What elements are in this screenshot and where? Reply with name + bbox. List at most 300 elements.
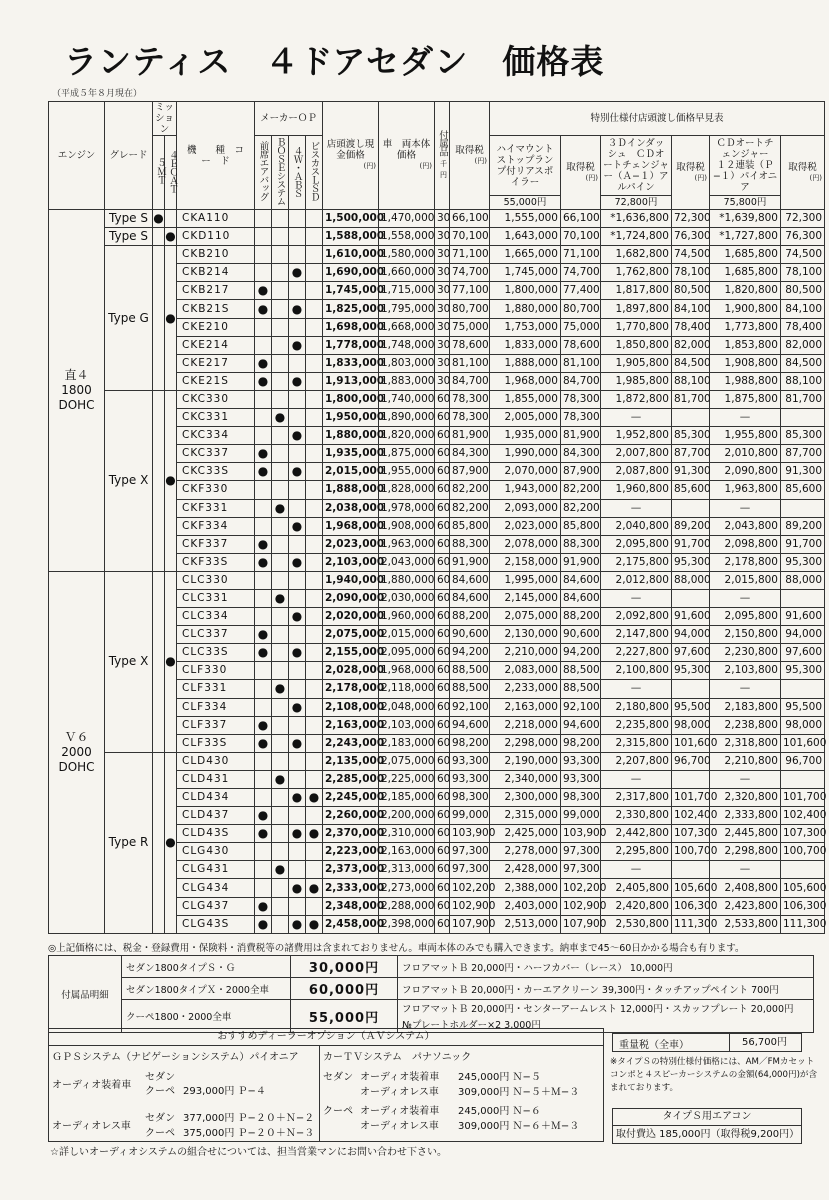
sp3-price: 75,800円 xyxy=(710,196,781,210)
cell-sp3: 2,320,800 xyxy=(710,789,781,807)
cell-body: 2,075,000 xyxy=(379,752,435,770)
cell-acc: 30 xyxy=(435,210,450,228)
op-airbag-cell xyxy=(255,427,272,445)
cell-sp2: 2,147,800 xyxy=(601,626,672,644)
cell-sp1tax: 87,900 xyxy=(561,463,601,481)
tv-title: カーＴＶシステム パナソニック xyxy=(323,1052,472,1063)
grade-cell: Type G xyxy=(105,246,153,391)
model-code: CKF334 xyxy=(177,517,255,535)
gps-price-3: 375,000円 Ｐ−２０＋Ｎ−３ xyxy=(183,1128,315,1139)
cell-sp1: 2,070,000 xyxy=(490,463,561,481)
cell-tax: 82,200 xyxy=(450,481,490,499)
op-4wabs-cell xyxy=(289,282,306,300)
op-4wabs-cell: ● xyxy=(289,372,306,390)
sp3-tax-header: 取得税 (円) xyxy=(781,136,825,210)
cell-sp2tax: 88,000 xyxy=(672,571,710,589)
op-lsd-cell xyxy=(306,409,323,427)
tv-price-1: 245,000円 Ｎ−５ xyxy=(458,1072,541,1083)
op-4wabs-cell: ● xyxy=(289,300,306,318)
cell-cash: 2,028,000 xyxy=(323,662,379,680)
cell-sp3: 2,445,800 xyxy=(710,825,781,843)
op-bose-cell xyxy=(272,427,289,445)
cell-sp2tax: 84,100 xyxy=(672,300,710,318)
op-4wabs-cell xyxy=(289,897,306,915)
model-code: CKD110 xyxy=(177,228,255,246)
cell-acc: 30 xyxy=(435,372,450,390)
page-title: ランティス ４ドアセダン 価格表 xyxy=(64,42,605,81)
table-row xyxy=(49,571,825,589)
op-airbag-cell: ● xyxy=(255,897,272,915)
cell-sp2: 2,405,800 xyxy=(601,879,672,897)
model-code: CKC330 xyxy=(177,390,255,408)
cell-acc: 60 xyxy=(435,789,450,807)
cell-sp2: 2,530,800 xyxy=(601,915,672,933)
grade-cell: Type R xyxy=(105,752,153,933)
cell-cash: 2,108,000 xyxy=(323,698,379,716)
cell-sp1: 2,403,000 xyxy=(490,897,561,915)
cell-sp3tax: 88,000 xyxy=(781,571,825,589)
cell-sp3: 2,090,800 xyxy=(710,463,781,481)
cell-sp2: 1,897,800 xyxy=(601,300,672,318)
op-airbag-cell: ● xyxy=(255,825,272,843)
op-bose-cell xyxy=(272,372,289,390)
op-bose-header: ＢＯＳＥシステム xyxy=(272,136,289,210)
cell-acc: 60 xyxy=(435,843,450,861)
op-bose-cell xyxy=(272,608,289,626)
cell-sp3: *1,639,800 xyxy=(710,210,781,228)
acc-target: セダン1800タイプＳ・Ｇ xyxy=(122,956,291,978)
op-bose-cell xyxy=(272,354,289,372)
maker-op-header: メーカーＯＰ xyxy=(255,102,323,136)
cell-body: 1,968,000 xyxy=(379,662,435,680)
cell-acc: 60 xyxy=(435,608,450,626)
model-code: CKC33S xyxy=(177,463,255,481)
cell-sp3tax: 111,300 xyxy=(781,915,825,933)
cell-body: 1,795,000 xyxy=(379,300,435,318)
cell-tax: 81,100 xyxy=(450,354,490,372)
gps-sedan-2: セダン xyxy=(145,1113,176,1124)
cell-acc: 60 xyxy=(435,644,450,662)
cell-sp1: 2,298,000 xyxy=(490,734,561,752)
op-bose-cell xyxy=(272,807,289,825)
op-lsd-cell: ● xyxy=(306,879,323,897)
cell-sp3tax: 91,600 xyxy=(781,608,825,626)
mission-4ecat-header: ４ＥＣＡＴ xyxy=(165,136,177,210)
cell-sp1: 2,158,000 xyxy=(490,553,561,571)
op-bose-cell xyxy=(272,698,289,716)
cell-sp1: 2,075,000 xyxy=(490,608,561,626)
cell-body: 1,715,000 xyxy=(379,282,435,300)
cell-sp3: 2,333,800 xyxy=(710,807,781,825)
cell-acc: 60 xyxy=(435,589,450,607)
cell-sp2tax: 111,300 xyxy=(672,915,710,933)
cell-sp2tax: 74,500 xyxy=(672,246,710,264)
model-code: CLF331 xyxy=(177,680,255,698)
op-4wabs-cell xyxy=(289,445,306,463)
cell-sp2: 2,092,800 xyxy=(601,608,672,626)
op-bose-cell xyxy=(272,282,289,300)
cell-sp1: 1,888,000 xyxy=(490,354,561,372)
footer-note: ☆詳しいオーディオシステムの組合せについては、担当営業マンにお問い合わせ下さい。 xyxy=(50,1147,447,1158)
cell-acc: 60 xyxy=(435,807,450,825)
cell-sp1: 2,233,000 xyxy=(490,680,561,698)
type-s-note: ※タイプＳの特別仕様付価格には、AM／FMカセットコンポと４スピーカーシステムの金額(64,000円)が含まれております。 xyxy=(610,1057,818,1093)
weight-tax-box xyxy=(612,1033,802,1052)
cell-sp1tax: 82,200 xyxy=(561,481,601,499)
cell-sp1: 2,218,000 xyxy=(490,716,561,734)
cell-sp2tax: 76,300 xyxy=(672,228,710,246)
cell-cash: 1,935,000 xyxy=(323,445,379,463)
cell-acc: 60 xyxy=(435,680,450,698)
op-4wabs-cell: ● xyxy=(289,734,306,752)
accessory-table xyxy=(48,955,814,1033)
model-code: CKB210 xyxy=(177,246,255,264)
cell-sp3: 2,095,800 xyxy=(710,608,781,626)
model-code: CKB214 xyxy=(177,264,255,282)
cell-sp1tax: 88,200 xyxy=(561,608,601,626)
op-lsd-cell xyxy=(306,608,323,626)
cell-sp2: — xyxy=(601,861,672,879)
acc-price: 30,000円 xyxy=(291,956,398,978)
cell-sp2: 1,985,800 xyxy=(601,372,672,390)
op-airbag-cell: ● xyxy=(255,300,272,318)
cell-cash: 1,800,000 xyxy=(323,390,379,408)
cell-sp3tax: 105,600 xyxy=(781,879,825,897)
gps-price-1: 293,000円 Ｐ−４ xyxy=(183,1086,266,1097)
gps-audio-car: オーディオ装着車 xyxy=(52,1080,132,1091)
op-lsd-cell xyxy=(306,716,323,734)
cell-sp3tax: 100,700 xyxy=(781,843,825,861)
cell-sp1tax: 98,300 xyxy=(561,789,601,807)
cell-acc: 60 xyxy=(435,535,450,553)
sp3-header: ＣＤオートチェンジャー １２連装（Ｐ−１）パイオニア xyxy=(710,136,781,196)
gps-coupe: クーペ xyxy=(145,1086,175,1097)
cell-sp2: 1,817,800 xyxy=(601,282,672,300)
cell-acc: 60 xyxy=(435,499,450,517)
cell-sp2: 2,235,800 xyxy=(601,716,672,734)
op-airbag-cell: ● xyxy=(255,535,272,553)
cell-sp1tax: 97,300 xyxy=(561,861,601,879)
cell-body: 1,880,000 xyxy=(379,571,435,589)
op-4wabs-cell: ● xyxy=(289,264,306,282)
op-bose-cell xyxy=(272,553,289,571)
cell-sp3tax: 91,300 xyxy=(781,463,825,481)
cell-tax: 74,700 xyxy=(450,264,490,282)
sp2-price: 72,800円 xyxy=(601,196,672,210)
cell-sp2: 2,012,800 xyxy=(601,571,672,589)
cell-sp3tax: 82,000 xyxy=(781,336,825,354)
op-airbag-cell xyxy=(255,318,272,336)
cell-sp2: 1,762,800 xyxy=(601,264,672,282)
cell-body: 2,048,000 xyxy=(379,698,435,716)
op-lsd-cell xyxy=(306,481,323,499)
model-code: CLG430 xyxy=(177,843,255,861)
cell-tax: 88,500 xyxy=(450,680,490,698)
cell-sp2tax: 78,100 xyxy=(672,264,710,282)
model-code: CLD43S xyxy=(177,825,255,843)
op-4wabs-cell xyxy=(289,246,306,264)
op-4wabs-cell xyxy=(289,571,306,589)
cell-sp1tax: 107,900 xyxy=(561,915,601,933)
cell-sp1: 2,425,000 xyxy=(490,825,561,843)
op-bose-cell xyxy=(272,571,289,589)
model-code: CKC337 xyxy=(177,445,255,463)
cell-acc: 60 xyxy=(435,427,450,445)
model-code: CLC331 xyxy=(177,589,255,607)
cell-sp3tax xyxy=(781,499,825,517)
cell-sp1: 1,995,000 xyxy=(490,571,561,589)
cell-sp1: 1,555,000 xyxy=(490,210,561,228)
op-airbag-cell: ● xyxy=(255,372,272,390)
cell-tax: 77,100 xyxy=(450,282,490,300)
cell-body: 2,200,000 xyxy=(379,807,435,825)
op-airbag-cell xyxy=(255,770,272,788)
cell-acc: 60 xyxy=(435,409,450,427)
op-lsd-cell xyxy=(306,264,323,282)
cell-acc: 60 xyxy=(435,825,450,843)
cell-acc: 60 xyxy=(435,915,450,933)
op-bose-cell xyxy=(272,752,289,770)
cell-sp2: 1,872,800 xyxy=(601,390,672,408)
op-4wabs-cell: ● xyxy=(289,789,306,807)
op-4wabs-cell xyxy=(289,680,306,698)
cell-sp1tax: 88,300 xyxy=(561,535,601,553)
op-airbag-cell: ● xyxy=(255,354,272,372)
cell-tax: 102,200 xyxy=(450,879,490,897)
op-airbag-cell: ● xyxy=(255,553,272,571)
mission-5mt-cell xyxy=(153,752,165,933)
cell-tax: 78,300 xyxy=(450,409,490,427)
cell-tax: 84,700 xyxy=(450,372,490,390)
mission-4ecat-cell: ● xyxy=(165,571,177,752)
cell-sp3: — xyxy=(710,680,781,698)
cell-cash: 2,223,000 xyxy=(323,843,379,861)
op-bose-cell xyxy=(272,789,289,807)
model-code: CLF33S xyxy=(177,734,255,752)
cell-sp3tax: 101,700 xyxy=(781,789,825,807)
cell-sp1tax: 102,900 xyxy=(561,897,601,915)
grade-cell: Type S xyxy=(105,210,153,228)
cell-sp1: 2,278,000 xyxy=(490,843,561,861)
cell-sp1tax: 90,600 xyxy=(561,626,601,644)
op-lsd-cell xyxy=(306,752,323,770)
op-bose-cell xyxy=(272,336,289,354)
cell-cash: 1,698,000 xyxy=(323,318,379,336)
op-bose-cell xyxy=(272,915,289,933)
op-4wabs-cell xyxy=(289,481,306,499)
op-lsd-cell xyxy=(306,499,323,517)
op-bose-cell xyxy=(272,390,289,408)
engine-cell: Ｖ６ 2000 DOHC xyxy=(49,571,105,933)
model-code: CLC337 xyxy=(177,626,255,644)
cell-cash: 1,690,000 xyxy=(323,264,379,282)
cell-sp2: 2,007,800 xyxy=(601,445,672,463)
cell-acc: 60 xyxy=(435,445,450,463)
op-airbag-cell: ● xyxy=(255,734,272,752)
cell-sp2tax: 100,700 xyxy=(672,843,710,861)
cell-sp3tax: 95,500 xyxy=(781,698,825,716)
grade-cell: Type S xyxy=(105,228,153,246)
table-row xyxy=(49,246,825,264)
cell-sp2: — xyxy=(601,409,672,427)
cell-sp3tax: 87,700 xyxy=(781,445,825,463)
cell-sp1: 1,935,000 xyxy=(490,427,561,445)
tv-audio-car: オーディオ装着車 xyxy=(360,1072,440,1083)
cell-sp1: 2,023,000 xyxy=(490,517,561,535)
cell-cash: 1,745,000 xyxy=(323,282,379,300)
op-4wabs-cell: ● xyxy=(289,553,306,571)
op-bose-cell xyxy=(272,300,289,318)
op-bose-cell xyxy=(272,626,289,644)
op-airbag-cell: ● xyxy=(255,626,272,644)
cell-body: 2,313,000 xyxy=(379,861,435,879)
cell-sp3: 2,210,800 xyxy=(710,752,781,770)
cell-sp1: 2,190,000 xyxy=(490,752,561,770)
cell-tax: 98,200 xyxy=(450,734,490,752)
cell-acc: 30 xyxy=(435,264,450,282)
cell-sp3tax: 88,100 xyxy=(781,372,825,390)
cell-sp1tax: 92,100 xyxy=(561,698,601,716)
op-airbag-cell: ● xyxy=(255,716,272,734)
cell-sp3tax: 97,600 xyxy=(781,644,825,662)
op-lsd-cell xyxy=(306,336,323,354)
sp1-tax-header: 取得税 (円) xyxy=(561,136,601,210)
cell-body: 2,225,000 xyxy=(379,770,435,788)
op-4wabs-cell xyxy=(289,770,306,788)
price-table xyxy=(48,101,825,934)
cell-sp2tax: 91,300 xyxy=(672,463,710,481)
op-bose-cell xyxy=(272,644,289,662)
cell-cash: 2,090,000 xyxy=(323,589,379,607)
tv-audio-less: オーディオレス車 xyxy=(360,1087,439,1098)
op-4wabs-cell xyxy=(289,210,306,228)
cell-sp3tax: 84,100 xyxy=(781,300,825,318)
cell-sp1: 2,145,000 xyxy=(490,589,561,607)
op-lsd-cell xyxy=(306,318,323,336)
cell-acc: 60 xyxy=(435,553,450,571)
cell-tax: 84,600 xyxy=(450,571,490,589)
op-4wabs-cell xyxy=(289,228,306,246)
acc-detail: フロアマットＢ 20,000円・センターアームレスト 12,000円・スカッフプレート 20,000円 xyxy=(398,1000,814,1017)
cell-sp3: 2,183,800 xyxy=(710,698,781,716)
op-airbag-cell: ● xyxy=(255,463,272,481)
aircon-title: タイプＳ用エアコン xyxy=(613,1109,801,1126)
op-lsd-cell xyxy=(306,210,323,228)
cell-sp3tax: 101,600 xyxy=(781,734,825,752)
cell-sp3tax: 95,300 xyxy=(781,662,825,680)
cell-sp1: 1,665,000 xyxy=(490,246,561,264)
model-code: CLG43S xyxy=(177,915,255,933)
cell-sp3tax: 85,300 xyxy=(781,427,825,445)
cell-tax: 85,800 xyxy=(450,517,490,535)
cell-sp2tax: 88,100 xyxy=(672,372,710,390)
cell-tax: 97,300 xyxy=(450,843,490,861)
cell-sp3: 2,010,800 xyxy=(710,445,781,463)
cell-cash: 1,833,000 xyxy=(323,354,379,372)
cell-sp1tax: 78,300 xyxy=(561,390,601,408)
cell-sp1tax: 78,300 xyxy=(561,409,601,427)
op-airbag-cell xyxy=(255,789,272,807)
cell-sp3: 2,043,800 xyxy=(710,517,781,535)
cell-sp3tax: 84,500 xyxy=(781,354,825,372)
op-airbag-cell xyxy=(255,843,272,861)
grade-cell: Type X xyxy=(105,571,153,752)
cell-tax: 88,200 xyxy=(450,608,490,626)
op-lsd-cell xyxy=(306,517,323,535)
cell-acc: 60 xyxy=(435,390,450,408)
cell-sp2: 2,317,800 xyxy=(601,789,672,807)
cell-sp1tax: 70,100 xyxy=(561,228,601,246)
op-bose-cell xyxy=(272,246,289,264)
cell-tax: 94,600 xyxy=(450,716,490,734)
op-lsd-cell xyxy=(306,626,323,644)
cell-acc: 60 xyxy=(435,698,450,716)
cell-sp1: 1,643,000 xyxy=(490,228,561,246)
special-header: 特別仕様付店頭渡し価格早見表 xyxy=(490,102,825,136)
cell-sp1tax: 81,100 xyxy=(561,354,601,372)
op-4wabs-cell xyxy=(289,662,306,680)
cell-sp1: 2,130,000 xyxy=(490,626,561,644)
cell-sp3: 2,423,800 xyxy=(710,897,781,915)
op-bose-cell xyxy=(272,734,289,752)
op-4wabs-cell xyxy=(289,354,306,372)
cell-sp3tax: 91,700 xyxy=(781,535,825,553)
cell-sp1tax: 102,200 xyxy=(561,879,601,897)
cell-acc: 60 xyxy=(435,716,450,734)
cell-sp1: 1,880,000 xyxy=(490,300,561,318)
aircon-box xyxy=(612,1108,802,1144)
cell-sp3: — xyxy=(710,861,781,879)
mission-5mt-header: ５ＭＴ xyxy=(153,136,165,210)
cell-sp1tax: 85,800 xyxy=(561,517,601,535)
cell-acc: 30 xyxy=(435,354,450,372)
cell-sp3: 1,685,800 xyxy=(710,246,781,264)
cell-sp1: 1,855,000 xyxy=(490,390,561,408)
cell-sp2tax: 72,300 xyxy=(672,210,710,228)
cell-acc: 60 xyxy=(435,571,450,589)
op-bose-cell: ● xyxy=(272,499,289,517)
cell-sp1tax: 93,300 xyxy=(561,752,601,770)
op-lsd-cell: ● xyxy=(306,789,323,807)
cell-sp2tax: 101,600 xyxy=(672,734,710,752)
cell-cash: 2,348,000 xyxy=(323,897,379,915)
cell-tax: 93,300 xyxy=(450,752,490,770)
cell-tax: 103,900 xyxy=(450,825,490,843)
body-price-header: 車 両本体価格 (円) xyxy=(379,102,435,210)
op-airbag-cell: ● xyxy=(255,915,272,933)
op-airbag-cell xyxy=(255,210,272,228)
cell-cash: 1,588,000 xyxy=(323,228,379,246)
tv-panel xyxy=(320,1046,603,1141)
cell-sp3tax: 76,300 xyxy=(781,228,825,246)
op-4wabs-cell: ● xyxy=(289,879,306,897)
tv-coupe: クーペ xyxy=(323,1106,353,1117)
sp2-header: ３Ｄインダッシュ ＣＤオートチェンジャー（Ａ−１）アルパイン xyxy=(601,136,672,196)
model-code: CLG434 xyxy=(177,879,255,897)
tv-price-2: 309,000円 Ｎ−５＋Ｍ−３ xyxy=(458,1087,580,1098)
cell-body: 2,015,000 xyxy=(379,626,435,644)
cell-sp2tax xyxy=(672,680,710,698)
cell-sp2: 2,420,800 xyxy=(601,897,672,915)
weight-tax-label: 重量税（全車） xyxy=(619,1040,689,1051)
op-bose-cell xyxy=(272,535,289,553)
cell-cash: 2,015,000 xyxy=(323,463,379,481)
cell-sp3tax: 89,200 xyxy=(781,517,825,535)
cell-sp2: — xyxy=(601,589,672,607)
cell-tax: 81,900 xyxy=(450,427,490,445)
cell-acc: 30 xyxy=(435,336,450,354)
cell-sp3: 2,230,800 xyxy=(710,644,781,662)
